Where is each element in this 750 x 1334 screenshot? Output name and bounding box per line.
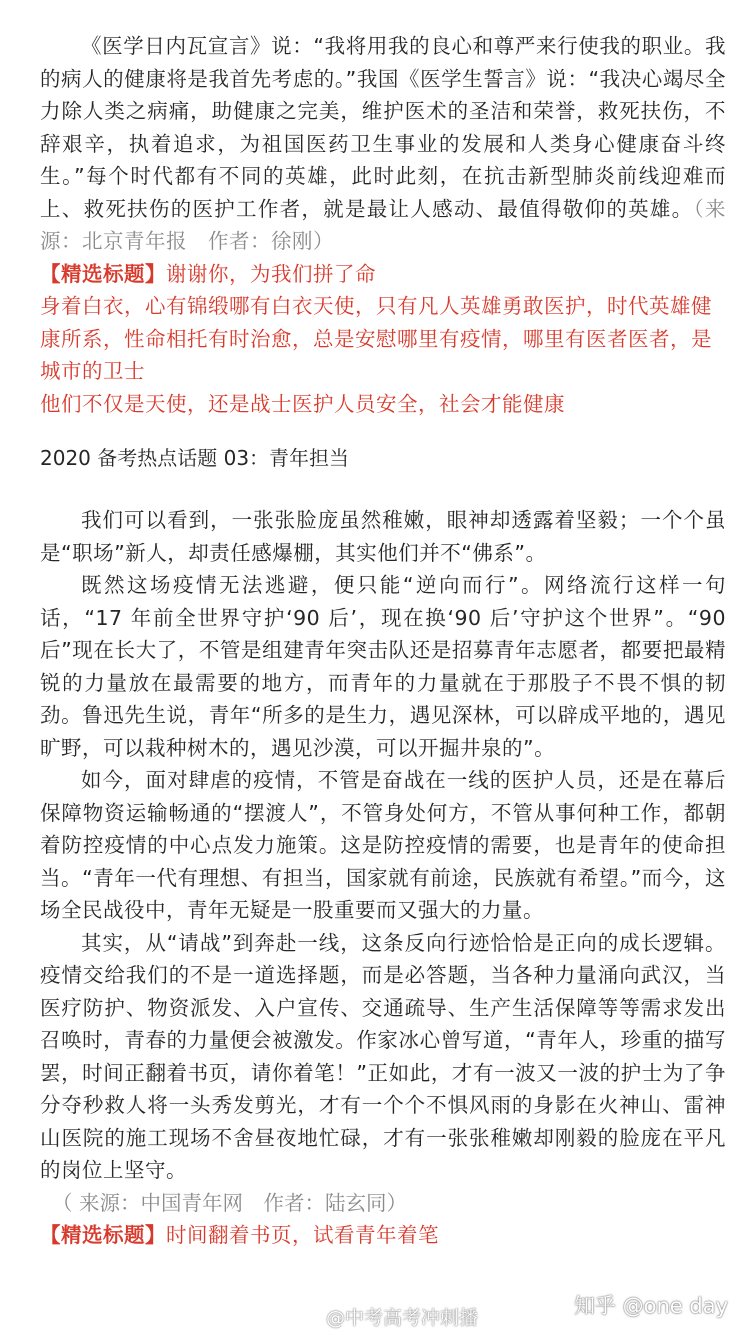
selected-title-text-1: 谢谢你，为我们拼了命 — [166, 261, 376, 286]
selected-title-tag-2: 【精选标题】 — [40, 1223, 166, 1247]
body-paragraph-2: 既然这场疫情无法逃避，便只能“逆向而行”。网络流行这样一句话，“17 年前全世界守护‘90 后’，现在换‘90 后’守护这个世界”。“90后”现在长大了，不管是组建青年突击队还是招募青年志愿者，都要把最精锐的力量放在最需要的地方，而青年的力量就在于那股子不畏不惧的韧劲。鲁迅先生说，青年“所多的是生力，遇见深林，可以辟成平地的，遇见旷野，可以栽种树木的，遇见沙漠，可以开掘井泉的”。 — [40, 573, 726, 760]
intro-source: （来源：北京青年报 作者：徐刚） — [40, 196, 727, 253]
weibo-watermark — [300, 1303, 478, 1330]
body-paragraph-4: 其实，从“请战”到奔赴一线，这条反向行迹恰恰是正向的成长逻辑。疫情交给我们的不是一道选择题，而是必答题，当各种力量涌向武汉，当医疗防护、物资派发、入户宣传、交通疏导、生产生活保障等等需求发出召唤时，青春的力量便会被激发。作家冰心曾写道，“青年人，珍重的描写罢，时间正翻着书页，请你着笔！”正如此，才有一波又一波的护士为了争分夺秒救人将一头秀发剪光，才有一个个不惧风雨的身影在火神山、雷神山医院的施工现场不舍昼夜地忙碌，才有一张张稚嫩却刚毅的脸庞在平凡的岗位上坚守。 — [40, 930, 726, 1182]
selected-title-text-2: 时间翻着书页，试看青年着笔 — [166, 1223, 439, 1247]
selected-title-tag-1: 【精选标题】 — [40, 261, 166, 286]
selected-title-2 — [40, 1219, 726, 1252]
body-source: （ 来源：中国青年网 作者：陆玄同） — [52, 1190, 408, 1215]
zhihu-watermark-text: 知乎 @one day — [573, 1294, 728, 1318]
body-paragraph-1: 我们可以看到，一张张脸庞虽然稚嫩，眼神却透露着坚毅；一个个虽是“职场”新人，却责任感爆棚，其实他们并不“佛系”。 — [40, 508, 726, 565]
zhihu-watermark — [574, 1290, 728, 1320]
red-line-1: 身着白衣，心有锦缎哪有白衣天使，只有凡人英雄勇敢医护，时代英雄健康所系，性命相托有时治愈，总是安慰哪里有疫情，哪里有医者医者，是城市的卫士 — [40, 294, 712, 383]
weibo-watermark-text: @中考高考冲刺播 — [326, 1307, 479, 1329]
weibo-icon — [300, 1309, 322, 1325]
topic-heading: 2020 备考热点话题 03：青年担当 — [40, 446, 350, 470]
red-line-2: 他们不仅是天使，还是战士医护人员安全，社会才能健康 — [40, 391, 565, 416]
selected-title-1 — [40, 258, 726, 291]
intro-paragraph-text: 《医学日内瓦宣言》说：“我将用我的良心和尊严来行使我的职业。我的病人的健康将是我首先考虑的。”我国《医学生誓言》说：“我决心竭尽全力除人类之病痛，助健康之完美，维护医术的圣洁和荣誉，救死扶伤，不辞艰辛，执着追求，为祖国医药卫生事业的发展和人类身心健康奋斗终生。”每个时代都有不同的英雄，此时此刻，在抗击新型肺炎前线迎难而上、救死扶伤的医护工作者，就是最让人感动、最值得敬仰的英雄。 — [40, 34, 726, 221]
body-paragraph-3: 如今，面对肆虐的疫情，不管是奋战在一线的医护人员，还是在幕后保障物资运输畅通的“摆渡人”，不管身处何方，不管从事何种工作，都朝着防控疫情的中心点发力施策。这是防控疫情的需要，也是青年的使命担当。“青年一代有理想、有担当，国家就有前途，民族就有希望。”而今，这场全民战役中，青年无疑是一股重要而又强大的力量。 — [40, 768, 726, 922]
intro-paragraph — [40, 30, 726, 258]
